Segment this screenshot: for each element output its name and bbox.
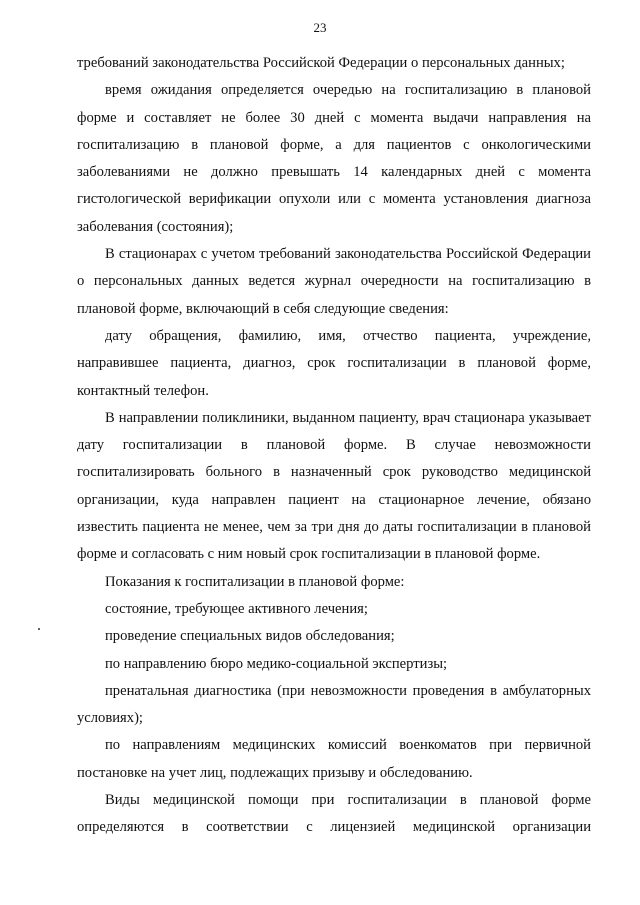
paragraph-4: дату обращения, фамилию, имя, отчество пациента, учреждение, направившее пациента, диагноз, срок госпитализации в плановой форме, контактный телефон. bbox=[77, 327, 591, 399]
paragraph-7: состояние, требующее активного лечения; bbox=[105, 600, 368, 617]
paragraph-8: проведение специальных видов обследования; bbox=[105, 628, 395, 645]
paragraph-3: В стационарах с учетом требований законодательства Российской Федерации о персональных данных ведется журнал очередности на госпитализацию в плановой форме, включающий в себя следующие сведения: bbox=[77, 246, 591, 317]
paragraph-9: по направлению бюро медико-социальной экспертизы; bbox=[105, 655, 448, 672]
page-number: 23 bbox=[313, 20, 327, 35]
paragraph-2: время ожидания определяется очередью на госпитализацию в плановой форме и составляет не более 30 дней с момента выдачи направления на госпитализацию в плановой форме, а для пациентов с онкологическими заболеваниями не должно превышать 14 календарных дней с момента гистологической верификации опухоли или с момента установления диагноза заболевания (состояния); bbox=[77, 82, 591, 235]
paragraph-12: Виды медицинской помощи при госпитализации в плановой форме определяются в соответствии с лицензией медицинской организации bbox=[77, 792, 591, 836]
paragraph-11: по направлениям медицинских комиссий военкоматов при первичной постановке на учет лиц, подлежащих призыву и обследованию. bbox=[77, 737, 591, 781]
document-body bbox=[77, 50, 591, 842]
paragraph-1: требований законодательства Российской Федерации о персональных данных; bbox=[77, 55, 565, 71]
paragraph-5: В направлении поликлиники, выданном пациенту, врач стационара указывает дату госпитализации в плановой форме. В случае невозможности госпитализировать больного в назначенный срок руководство медицинской организации, куда направлен пациент на стационарное лечение, обязано известить пациента не менее, чем за три дня до даты госпитализации в плановой форме и согласовать с ним новый срок госпитализации в плановой форме. bbox=[77, 409, 591, 563]
paragraph-10: пренатальная диагностика (при невозможности проведения в амбулаторных условиях); bbox=[77, 682, 591, 727]
paragraph-6: Показания к госпитализации в плановой форме: bbox=[105, 573, 405, 590]
margin-mark bbox=[38, 628, 40, 630]
